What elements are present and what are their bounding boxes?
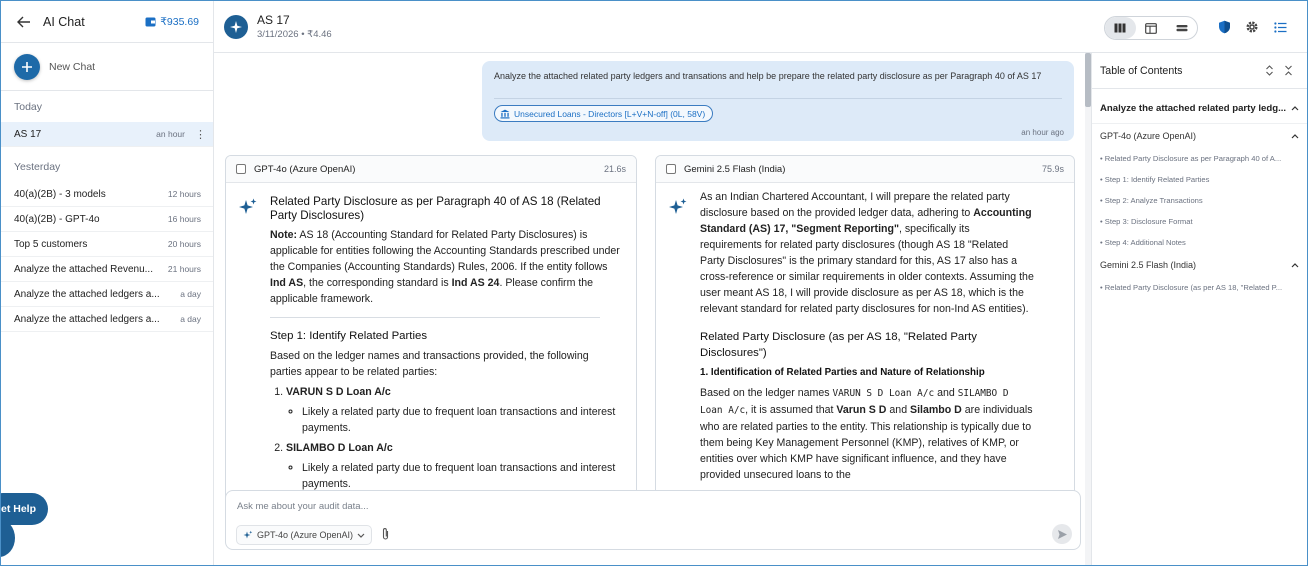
- columns-view-button[interactable]: [1105, 17, 1136, 39]
- conversation-area: [214, 53, 1084, 565]
- gear-icon[interactable]: [1244, 19, 1260, 35]
- party-reason: ◦ Likely a related party due to frequent loan transactions and interest payments.: [302, 404, 620, 436]
- toc-item[interactable]: [1092, 169, 1307, 190]
- note-text: . Please confirm the applicable framework.: [270, 277, 594, 305]
- new-chat-label: New Chat: [49, 60, 96, 73]
- chat-item[interactable]: [1, 282, 213, 307]
- toc-item[interactable]: [1092, 232, 1307, 253]
- body-text: are individuals who are related parties to the entity. This relationship is typically due to them being Key Management Personnel (KMP), relatives of KMP, or entities over which KMP have significant influence, and they have provided unsecured loans to the: [700, 404, 1033, 481]
- split-view-button[interactable]: [1136, 17, 1167, 39]
- intro-text: As an Indian Chartered Accountant, I will prepare the related party disclosure based on the provided ledger data, adhering to: [700, 191, 1010, 219]
- new-chat-row[interactable]: [1, 43, 213, 91]
- toc-item-label: • Step 2: Analyze Transactions: [1100, 196, 1203, 205]
- model-name: GPT-4o (Azure OpenAI): [254, 163, 356, 175]
- toc-item[interactable]: [1092, 211, 1307, 232]
- select-checkbox[interactable]: [666, 164, 676, 174]
- table-of-contents: [1091, 53, 1307, 565]
- note-paragraph: [270, 227, 620, 307]
- intro-text: , specifically its requirements for related party disclosures (though AS 18 "Related Party Disclosures" is the primary standard for this, AS 17 also has a cross-reference or similar requirements in older contexts. Assuming the user meant AS 18, I will provide disclosure as per AS 18, which is the relevant standard for related party disclosures for non-Ind AS entities).: [700, 223, 1034, 315]
- response-time: 21.6s: [603, 164, 626, 174]
- chevron-up-icon[interactable]: [1291, 263, 1299, 268]
- user-message-text: Analyze the attached related party ledgers and transations and help be prepare the related party disclosure as per Paragraph 40 of AS 17: [494, 71, 1042, 81]
- list-icon[interactable]: [1272, 19, 1288, 35]
- chevron-up-icon[interactable]: [1291, 106, 1299, 111]
- model-selector[interactable]: [236, 525, 372, 545]
- divider: [270, 317, 600, 318]
- note-text: , the corresponding standard is: [303, 277, 452, 289]
- balance-amount: ₹935.69: [160, 15, 199, 28]
- response-panel-gemini: [655, 155, 1075, 531]
- sub-heading: 1. Identification of Related Parties and Nature of Relationship: [700, 367, 985, 378]
- ledger-name: VARUN S D Loan A/c: [832, 388, 935, 399]
- party-name: SILAMBO D Loan A/c: [286, 442, 393, 454]
- bank-icon: [500, 109, 510, 119]
- sidebar-header: [1, 1, 213, 43]
- response-panel-gpt: [225, 155, 637, 531]
- step-heading: Step 1: Identify Related Parties: [270, 330, 428, 342]
- window-icon: [1145, 23, 1157, 34]
- response-heading: Related Party Disclosure (as per AS 18, "Related Party Disclosures"): [700, 331, 977, 359]
- model-name: Gemini 2.5 Flash (India): [684, 163, 786, 175]
- attachment-chip[interactable]: [494, 105, 713, 122]
- chat-item-title: AS 17: [14, 128, 42, 140]
- paperclip-icon[interactable]: [381, 527, 390, 544]
- toc-item-label: • Step 1: Identify Related Parties: [1100, 175, 1210, 184]
- chat-item-time: 16 hours: [167, 214, 201, 224]
- note-label: Note:: [270, 229, 298, 241]
- body-text: and: [886, 404, 911, 416]
- chat-item[interactable]: [1, 257, 213, 282]
- section-label-today: Today: [14, 101, 43, 113]
- party-reason: ◦ Likely a related party due to frequent loan transactions and interest payments.: [302, 460, 620, 492]
- chat-item[interactable]: [1, 232, 213, 257]
- body-text: , it is assumed that: [745, 404, 837, 416]
- toc-group-label: GPT-4o (Azure OpenAI): [1100, 131, 1197, 141]
- wallet-icon: [145, 17, 156, 27]
- chat-item-time: 12 hours: [167, 189, 201, 199]
- attachment-name: Unsecured Loans - Directors [L+V+N-off] (0L, 58V): [514, 108, 706, 119]
- toc-top-label: Analyze the attached related party ledg...: [1100, 103, 1287, 114]
- toc-group-label: Gemini 2.5 Flash (India): [1100, 260, 1197, 270]
- party-list: [286, 384, 620, 492]
- chevron-down-icon: [357, 533, 365, 538]
- columns-icon: [1114, 23, 1126, 33]
- party-bold: Varun S D: [836, 404, 887, 416]
- toc-item-label: • Step 3: Disclosure Format: [1100, 217, 1193, 226]
- note-text: AS 18 (Accounting Standard for Related Party Disclosures) is applicable for entities following the Accounting Standards prescribed under the Companies (Accounting Standards) Rules, 2006. If the entity follows: [270, 229, 620, 273]
- plus-icon: [21, 61, 33, 73]
- sparkle-logo-icon: [224, 15, 248, 39]
- chat-title: AS 17: [257, 13, 290, 27]
- panel-header: [656, 156, 1074, 183]
- sidebar-title: AI Chat: [43, 14, 85, 29]
- toc-title: Table of Contents: [1100, 64, 1183, 77]
- chat-item[interactable]: [1, 122, 213, 147]
- response-time: 75.9s: [1041, 164, 1064, 174]
- chat-item-time: a day: [180, 314, 201, 324]
- toc-header: [1092, 53, 1307, 89]
- ai-sparkle-icon: [668, 197, 688, 217]
- party-bold: Silambo D: [910, 404, 962, 416]
- chat-input-box[interactable]: [225, 490, 1081, 550]
- send-button[interactable]: [1052, 524, 1072, 544]
- chat-item-time: 20 hours: [167, 239, 201, 249]
- message-time: an hour ago: [1021, 128, 1064, 137]
- chat-item[interactable]: [1, 207, 213, 232]
- intro-paragraph: [700, 189, 1034, 317]
- new-chat-button[interactable]: [14, 54, 40, 80]
- chat-item-time: an hour: [156, 129, 185, 139]
- toc-item-label: • Related Party Disclosure (as per AS 18, "Related P...: [1100, 283, 1283, 292]
- toc-top-item[interactable]: [1092, 94, 1307, 124]
- rows-icon: [1176, 23, 1188, 33]
- selected-model: GPT-4o (Azure OpenAI): [257, 530, 354, 540]
- response-heading: Related Party Disclosure as per Paragraph 40 of AS 18 (Related Party Disclosures): [270, 195, 601, 222]
- chat-input[interactable]: Ask me about your audit data...: [237, 501, 369, 512]
- chat-subtitle: 3/11/2026 • ₹4.46: [257, 29, 332, 40]
- send-icon: [1057, 529, 1068, 540]
- ai-sparkle-icon: [243, 530, 253, 540]
- toc-item-label: • Related Party Disclosure as per Paragraph 40 of A...: [1100, 154, 1282, 163]
- body-text: Based on the ledger names: [700, 387, 833, 399]
- wallet-balance[interactable]: [145, 16, 199, 28]
- sidebar: [1, 1, 214, 565]
- select-checkbox[interactable]: [236, 164, 246, 174]
- toc-group[interactable]: [1092, 124, 1307, 148]
- toc-item[interactable]: [1092, 148, 1307, 169]
- chat-item-title: Analyze the attached ledgers a...: [14, 288, 160, 300]
- chat-item-time: a day: [180, 289, 201, 299]
- panel-body: [656, 183, 1074, 530]
- toc-group[interactable]: [1092, 253, 1307, 277]
- panel-header: [226, 156, 636, 183]
- back-arrow-icon[interactable]: [15, 13, 33, 31]
- ledger-name: SILAMBO D Loan A/c: [700, 388, 1009, 416]
- chat-item-time: 21 hours: [167, 264, 201, 274]
- list-item: [286, 384, 620, 436]
- chat-item-title: Top 5 customers: [14, 238, 88, 250]
- body-paragraph: [700, 385, 1034, 483]
- rows-view-button[interactable]: [1166, 17, 1197, 39]
- step-intro: Based on the ledger names and transactions provided, the following parties appear to be related parties:: [270, 350, 589, 378]
- more-options-icon[interactable]: ⋮: [195, 128, 206, 141]
- shield-icon[interactable]: [1216, 19, 1232, 35]
- chevron-up-icon[interactable]: [1291, 134, 1299, 139]
- intro-bold: Accounting Standard (AS) 17, "Segment Reporting": [700, 207, 1032, 235]
- chat-item[interactable]: [1, 307, 213, 332]
- get-help-button[interactable]: et Help: [0, 493, 48, 525]
- view-mode-toggle: [1104, 16, 1198, 40]
- chat-item[interactable]: [1, 182, 213, 207]
- expand-all-icon[interactable]: [1265, 65, 1274, 76]
- chat-header: [214, 1, 1307, 53]
- collapse-all-icon[interactable]: [1284, 65, 1293, 76]
- user-message: [482, 61, 1074, 141]
- note-bold: Ind AS 24: [451, 277, 500, 289]
- chat-item-title: 40(a)(2B) - 3 models: [14, 188, 106, 200]
- body-text: and: [934, 387, 958, 399]
- chat-item-title: Analyze the attached Revenu...: [14, 263, 153, 275]
- toc-item[interactable]: [1092, 190, 1307, 211]
- toc-item[interactable]: [1092, 277, 1307, 298]
- note-bold: Ind AS: [270, 277, 304, 289]
- chat-item-title: Analyze the attached ledgers a...: [14, 313, 160, 325]
- response-content: [700, 189, 1034, 483]
- divider: [494, 98, 1062, 99]
- list-item: [286, 440, 620, 492]
- panel-body: [226, 183, 636, 530]
- response-content: [270, 195, 620, 492]
- chat-item-title: 40(a)(2B) - GPT-4o: [14, 213, 100, 225]
- toc-item-label: • Step 4: Additional Notes: [1100, 238, 1186, 247]
- party-name: VARUN S D Loan A/c: [286, 386, 391, 398]
- section-label-yesterday: Yesterday: [14, 161, 61, 173]
- ai-sparkle-icon: [238, 197, 258, 217]
